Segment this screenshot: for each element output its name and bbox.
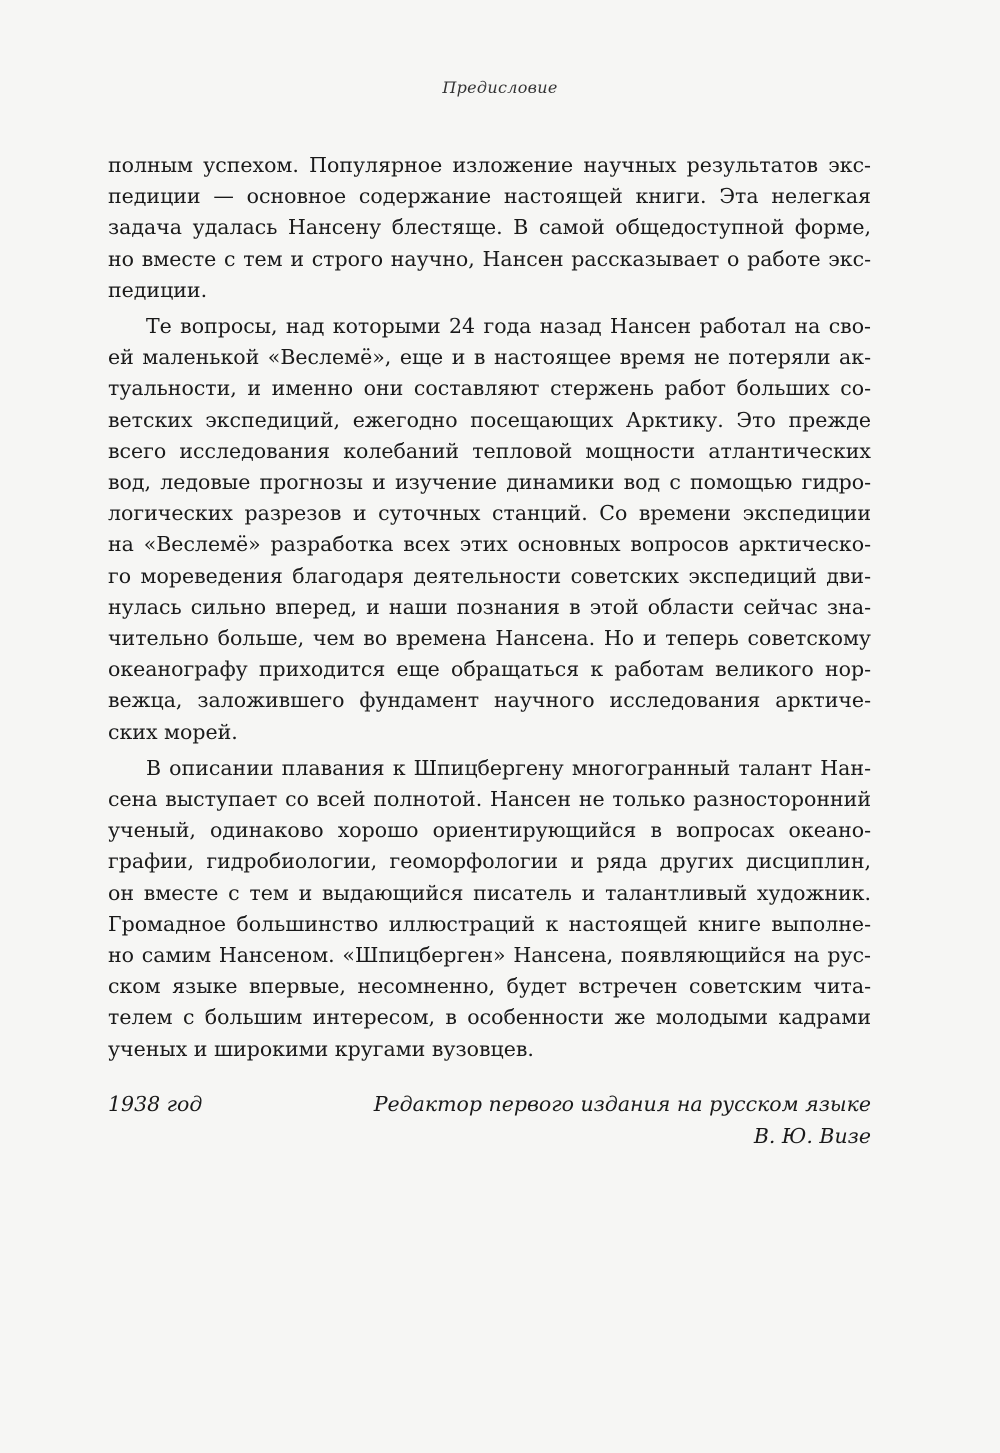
text-line: чительно больше, чем во времена Нансена. Но и теперь советскому <box>108 626 871 651</box>
text-line: го мореведения благодаря деятельности советских экспедиций дви- <box>108 563 871 588</box>
body-text <box>108 150 871 1065</box>
text-line: ском языке впервые, несомненно, будет встречен советским чита- <box>108 974 871 999</box>
text-line: на «Веслемё» разработка всех этих основных вопросов арктическо- <box>108 532 871 557</box>
text-line: задача удалась Нансену блестяще. В самой общедоступной форме, <box>108 215 871 240</box>
text-line: туальности, и именно они составляют стержень работ больших со- <box>108 376 871 401</box>
text-line: всего исследования колебаний тепловой мощности атлантических <box>108 438 871 463</box>
text-line: графии, гидробиологии, геоморфологии и ряда других дисциплин, <box>108 849 871 874</box>
text-line: вод, ледовые прогнозы и изучение динамики вод с помощью гидро- <box>108 470 871 495</box>
text-line: В описании плавания к Шпицбергену многогранный талант Нан- <box>146 755 871 780</box>
text-line: он вместе с тем и выдающийся писатель и талантливый художник. <box>108 880 871 905</box>
text-line: но вместе с тем и строго научно, Нансен рассказывает о работе экс- <box>108 246 871 271</box>
signature-name: В. Ю. Визе <box>753 1124 871 1148</box>
text-line: сена выступает со всей полнотой. Нансен не только разносторонний <box>108 787 871 812</box>
text-line: логических разрезов и суточных станций. Со времени экспедиции <box>108 501 871 526</box>
signature-year: 1938 год <box>108 1092 203 1116</box>
signature-role: Редактор первого издания на русском языке <box>373 1092 871 1116</box>
text-line: ученый, одинаково хорошо ориентирующийся в вопросах океано- <box>108 818 871 843</box>
text-line: полным успехом. Популярное изложение научных результатов экс- <box>108 153 871 177</box>
text-line: но самим Нансеном. «Шпицберген» Нансена, появляющийся на рус- <box>108 943 871 968</box>
text-line: ученых и широкими кругами вузовцев. <box>108 1036 534 1061</box>
text-line: педиции. <box>108 277 208 302</box>
text-line: ских морей. <box>108 719 238 744</box>
text-line: педиции — основное содержание настоящей книги. Эта нелегкая <box>108 184 871 209</box>
text-line: Громадное большинство иллюстраций к настоящей книге выполне- <box>108 911 871 936</box>
text-line: вежца, заложившего фундамент научного исследования арктиче- <box>108 688 871 713</box>
text-line: ветских экспедиций, ежегодно посещающих Арктику. Это прежде <box>108 407 871 432</box>
paragraph-3 <box>108 753 871 1065</box>
text-line: Те вопросы, над которыми 24 года назад Нансен работал на сво- <box>146 314 871 339</box>
text-line: ей маленькой «Веслемё», еще и в настоящее время не потеряли ак- <box>108 345 871 370</box>
paragraph-2 <box>108 311 871 748</box>
text-line: телем с большим интересом, в особенности же молодыми кадрами <box>108 1005 871 1030</box>
text-line: нулась сильно вперед, и наши познания в этой области сейчас зна- <box>108 594 871 619</box>
paragraph-1 <box>108 150 871 306</box>
text-line: океанографу приходится еще обращаться к работам великого нор- <box>108 657 871 682</box>
running-head: Предисловие <box>442 78 558 97</box>
